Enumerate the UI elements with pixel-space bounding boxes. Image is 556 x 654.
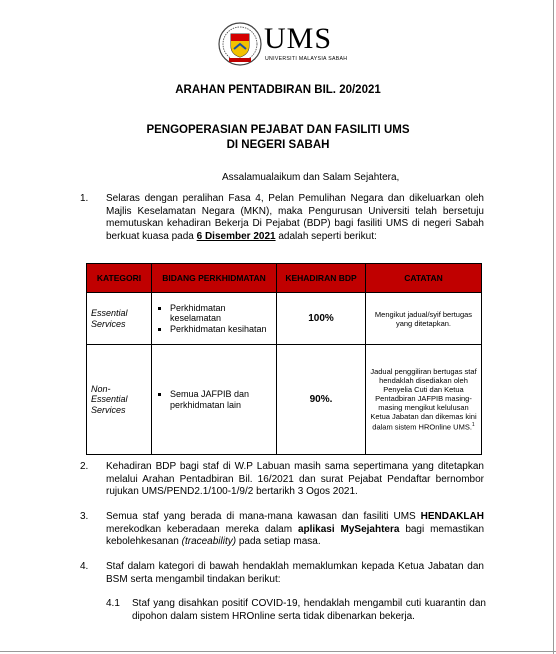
page-edge bbox=[0, 651, 556, 652]
table-header-row bbox=[87, 264, 482, 293]
service-cell bbox=[152, 293, 277, 345]
paragraph-number: 4. bbox=[80, 561, 89, 572]
table-row bbox=[87, 293, 482, 345]
paragraph-number: 1. bbox=[80, 193, 89, 204]
list-item: ▪ Perkhidmatan keselamatan bbox=[170, 303, 272, 324]
footnote-marker: 1 bbox=[471, 422, 475, 429]
service-cell bbox=[152, 345, 277, 455]
university-seal-icon bbox=[218, 22, 262, 66]
subparagraph-number: 4.1 bbox=[106, 598, 120, 609]
attendance-cell: 100% bbox=[277, 293, 366, 345]
document-subheading-line2: DI NEGERI SABAH bbox=[226, 139, 330, 151]
paragraph-1: Selaras dengan peralihan Fasa 4, Pelan Pemulihan Negara dan dikeluarkan oleh Majlis Keselamatan Negara (MKN), maka Pengurusan Universiti telah bersetuju memutuskan kehadiran Bekerja Di Pejabat (BDP) bagi fasiliti UMS di negeri Sabah berkuat kuasa pada 6 Disember 2021 adalah seperti berikut: bbox=[106, 193, 484, 242]
document-subheading-line1: PENGOPERASIAN PEJABAT DAN FASILITI UMS bbox=[146, 124, 410, 136]
paragraph-4-1: Staf yang disahkan positif COVID-19, hendaklah mengambil cuti kuarantin dan dipohon dalam sistem HROnline serta tidak dibenarkan bekerja. bbox=[132, 598, 486, 622]
paragraph-4: Staf dalam kategori di bawah hendaklah memaklumkan kepada Ketua Jabatan dan BSM serta mengambil tindakan berikut: bbox=[106, 561, 484, 585]
greeting: Assalamualaikum dan Salam Sejahtera, bbox=[222, 172, 400, 183]
category-cell: Essential Services bbox=[87, 293, 152, 345]
list-item: ▪ Semua JAFPIB dan perkhidmatan lain bbox=[170, 389, 272, 410]
effective-date: 6 Disember 2021 bbox=[196, 230, 276, 242]
note-cell: Mengikut jadual/syif bertugas yang ditetapkan. bbox=[366, 293, 482, 345]
paragraph-2: Kehadiran BDP bagi staf di W.P Labuan masih sama sepertimana yang ditetapkan melalui Arahan Pentadbiran Bil. 16/2021 dan surat Pejabat Pendaftar bernombor rujukan UMS/PEND2.1/100-1/9/2 bertarikh 3 Ogos 2021. bbox=[106, 461, 484, 498]
page-edge bbox=[553, 0, 554, 654]
paragraph-3: Semua staf yang berada di mana-mana kawasan dan fasiliti UMS HENDAKLAH merekodkan keberadaan mereka dalam aplikasi MySejahtera bagi memastikan kebolehkesanan (traceability) pada setiap masa. bbox=[106, 511, 485, 548]
paragraph-number: 2. bbox=[80, 461, 89, 472]
note-cell: Jadual penggiliran bertugas staf hendaklah disediakan oleh Penyelia Cuti dan Ketua Pentadbiran JAFPIB masing-masing mengikut kelulusan Ketua Jabatan dan dikemas kini dalam sistem HROnline UMS.$^1$ bbox=[366, 345, 482, 455]
column-header: BIDANG PERKHIDMATAN bbox=[152, 264, 277, 293]
list-item: ▪ Perkhidmatan kesihatan bbox=[170, 324, 272, 335]
logo-subtitle: UNIVERSITI MALAYSIA SABAH bbox=[265, 56, 348, 62]
logo-wordmark: UMS bbox=[264, 22, 333, 55]
ums-logo bbox=[218, 22, 348, 66]
attendance-cell: 90%. bbox=[277, 345, 366, 455]
column-header: KEHADIRAN BDP bbox=[277, 264, 366, 293]
column-header: KATEGORI bbox=[87, 264, 152, 293]
category-cell: Non-Essential Services bbox=[87, 345, 152, 455]
paragraph-number: 3. bbox=[80, 511, 89, 522]
document-heading: ARAHAN PENTADBIRAN BIL. 20/2021 bbox=[175, 84, 381, 96]
column-header: CATATAN bbox=[366, 264, 482, 293]
table-row bbox=[87, 345, 482, 455]
attendance-table bbox=[86, 263, 482, 455]
